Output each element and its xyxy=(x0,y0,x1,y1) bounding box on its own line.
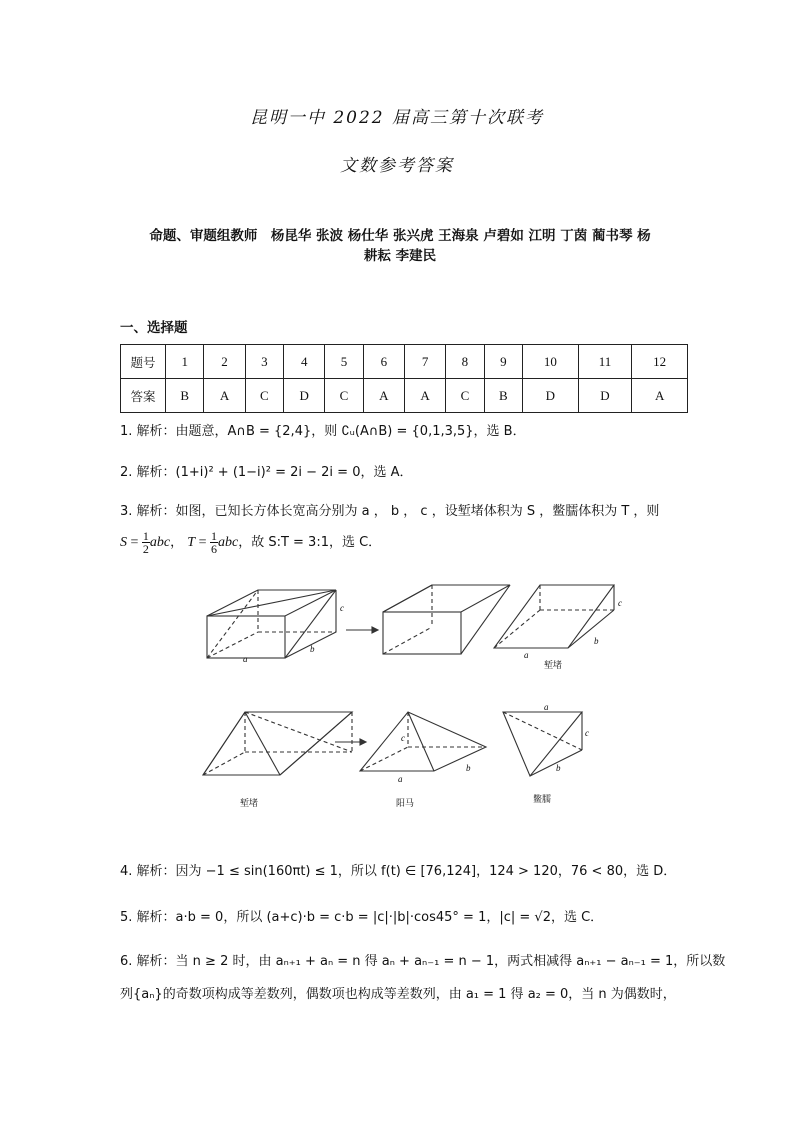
figure-label-a: a xyxy=(398,774,403,784)
answer-table-answer: D xyxy=(578,379,632,413)
figure-label-b: b xyxy=(310,644,315,654)
figure-label-a: a xyxy=(243,654,248,664)
figure-label-c: c xyxy=(618,598,622,608)
section-title-choice: 一、选择题 xyxy=(120,320,188,336)
solution-2: 2. 解析：(1+i)² + (1−i)² = 2i − 2i = 0，选 A． xyxy=(120,465,413,480)
figure-caption-qiandu: 堑堵 xyxy=(240,799,259,809)
answer-table-number: 9 xyxy=(484,345,522,379)
answer-table-number: 5 xyxy=(325,345,363,379)
cuboid-figure xyxy=(207,590,336,658)
figure-caption-yangma: 阳马 xyxy=(396,799,415,809)
answer-table-header-number: 题号 xyxy=(121,345,166,379)
prism-top-figure xyxy=(383,585,510,654)
answer-table-answer: A xyxy=(204,379,245,413)
bienao-figure xyxy=(503,712,582,776)
answer-table-answer: D xyxy=(284,379,325,413)
answer-table-number: 2 xyxy=(204,345,245,379)
document-subtitle: 文数参考答案 xyxy=(340,156,454,176)
figure-label-a: a xyxy=(524,650,529,660)
answer-table-answer: C xyxy=(325,379,363,413)
solution-6-line-1: 6. 解析：当 n ≥ 2 时，由 aₙ₊₁ + aₙ = n 得 aₙ + aₙ₋₁ = n − 1，两式相减得 aₙ₊₁ − aₙ₋₁ = 1，所以数 xyxy=(120,954,726,969)
answer-table-answer: A xyxy=(363,379,404,413)
answer-table-answer: C xyxy=(245,379,283,413)
answer-table-number: 1 xyxy=(166,345,204,379)
answer-table-number: 11 xyxy=(578,345,632,379)
answer-table-number: 6 xyxy=(363,345,404,379)
solution-3-line-2: S = $\frac{1}{2}$ abc， T = $\frac{1}{6}$ abc，故 S:T = 3:1，选 C． xyxy=(120,529,382,556)
figure-label-c: c xyxy=(585,728,589,738)
answer-table-number: 8 xyxy=(446,345,484,379)
answer-table-header-answer: 答案 xyxy=(121,379,166,413)
figure-label-a: a xyxy=(544,702,549,712)
answer-table-answer: A xyxy=(632,379,688,413)
solution-4: 4. 解析：因为 −1 ≤ sin(160πt) ≤ 1，所以 f(t) ∈ [76,124]，124 > 120，76 < 80，选 D． xyxy=(120,864,677,879)
qiandu-figure-bottom xyxy=(203,712,352,775)
answer-table-answer: A xyxy=(404,379,445,413)
figure-label-c: c xyxy=(340,603,344,613)
solution-6-line-2: 列{aₙ}的奇数项构成等差数列，偶数项也构成等差数列，由 a₁ = 1 得 a₂ = 0，当 n 为偶数时， xyxy=(120,987,676,1002)
answer-table-number: 3 xyxy=(245,345,283,379)
solution-3-line-1: 3. 解析：如图，已知长方体长宽高分别为 a ， b ， c ，设堑堵体积为 S ，鳖臑体积为 T ，则 xyxy=(120,504,660,519)
authors-line-2: 耕耘 李建民 xyxy=(363,248,437,264)
figure-label-c: c xyxy=(401,733,405,743)
document-title: 昆明一中 2022 届高三第十次联考 xyxy=(249,108,545,128)
fraction-one-sixth: $\frac{1}{6}$ xyxy=(210,529,217,556)
figure-caption-qiandu: 堑堵 xyxy=(544,661,563,671)
answer-table-number: 7 xyxy=(404,345,445,379)
figure-label-b: b xyxy=(594,636,599,646)
solution-3-conclusion: ，故 S:T = 3:1，选 C． xyxy=(238,535,382,550)
answer-table-answer: B xyxy=(166,379,204,413)
solution-5: 5. 解析：a·b = 0，所以 (a+c)·b = c·b = |c|·|b|·cos45° = 1，|c| = √2，选 C． xyxy=(120,910,604,925)
answer-table-number: 12 xyxy=(632,345,688,379)
figure-label-b: b xyxy=(556,763,561,773)
answer-table-number: 4 xyxy=(284,345,325,379)
figure-label-b: b xyxy=(466,763,471,773)
fraction-one-half: $\frac{1}{2}$ xyxy=(142,529,149,556)
answer-table-answer: B xyxy=(484,379,522,413)
authors-line-1: 命题、审题组教师 杨昆华 张波 杨仕华 张兴虎 王海泉 卢碧如 江明 丁茵 蔺书琴 杨 xyxy=(149,228,651,244)
answer-table-answer: C xyxy=(446,379,484,413)
figure-caption-bienao: 鳖臑 xyxy=(533,795,552,805)
answer-table-answer: D xyxy=(523,379,579,413)
solution-1: 1. 解析：由题意，A∩B = {2,4}，则 ∁ᵤ(A∩B) = {0,1,3,5}，选 B． xyxy=(120,424,526,439)
answer-table-number: 10 xyxy=(523,345,579,379)
